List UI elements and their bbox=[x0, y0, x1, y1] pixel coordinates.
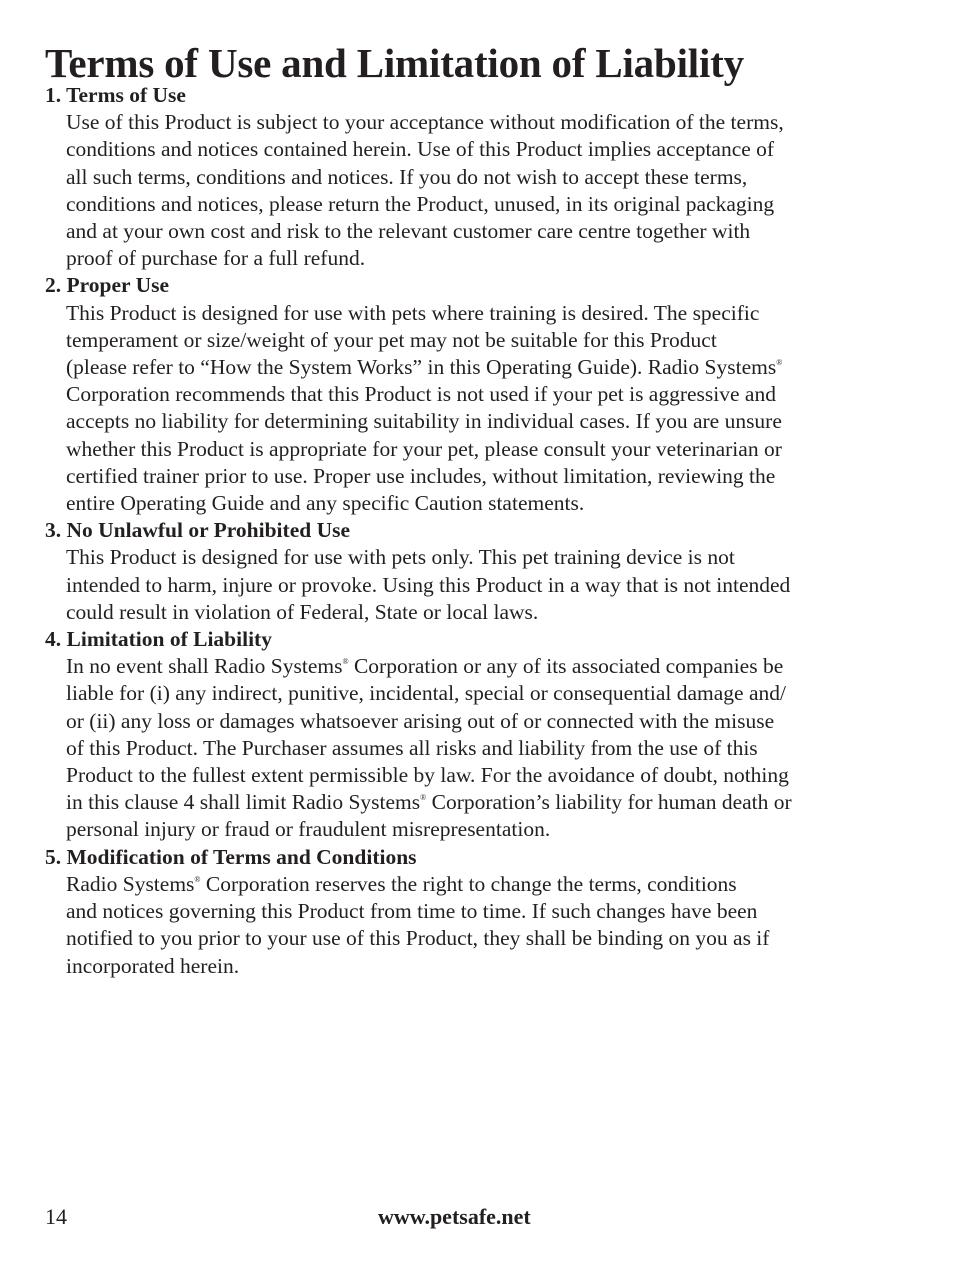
body-line bbox=[66, 653, 915, 680]
section-heading: 5. Modification of Terms and Conditions bbox=[45, 844, 417, 869]
body-line bbox=[66, 354, 915, 381]
section-body bbox=[45, 871, 915, 980]
section-heading: 2. Proper Use bbox=[45, 273, 170, 298]
section-modification-of-terms bbox=[45, 844, 915, 980]
section-heading: 3. No Unlawful or Prohibited Use bbox=[45, 518, 350, 543]
body-line: temperament or size/weight of your pet may not be suitable for this Product bbox=[66, 327, 717, 352]
body-line-text: Radio Systems bbox=[66, 871, 195, 896]
body-line: and at your own cost and risk to the relevant customer care centre together with bbox=[66, 219, 751, 244]
body-line: notified to you prior to your use of this Product, they shall be binding on you as if bbox=[66, 926, 770, 951]
body-line-text: in this clause 4 shall limit Radio Systems bbox=[66, 790, 421, 815]
body-line: personal injury or fraud or fraudulent misrepresentation. bbox=[66, 817, 551, 842]
section-terms-of-use bbox=[45, 82, 915, 272]
section-no-unlawful-use bbox=[45, 517, 915, 626]
body-line-text: Corporation or any of its associated companies be bbox=[348, 654, 784, 679]
body-line: could result in violation of Federal, State or local laws. bbox=[66, 599, 539, 624]
registered-mark: ® bbox=[776, 358, 783, 368]
page-number: 14 bbox=[45, 1204, 67, 1229]
body-line bbox=[66, 789, 915, 816]
section-heading: 4. Limitation of Liability bbox=[45, 627, 272, 652]
section-body bbox=[45, 544, 915, 626]
body-line: entire Operating Guide and any specific Caution statements. bbox=[66, 491, 585, 516]
body-line: incorporated herein. bbox=[66, 953, 240, 978]
registered-mark: ® bbox=[342, 657, 349, 667]
body-line: conditions and notices, please return the Product, unused, in its original packaging bbox=[66, 191, 775, 216]
body-line: This Product is designed for use with pets only. This pet training device is not bbox=[66, 545, 735, 570]
body-line: certified trainer prior to use. Proper use includes, without limitation, reviewing the bbox=[66, 463, 776, 488]
body-line: or (ii) any loss or damages whatsoever arising out of or connected with the misuse bbox=[66, 708, 775, 733]
body-line: Corporation recommends that this Product is not used if your pet is aggressive and bbox=[66, 382, 776, 407]
body-line: This Product is designed for use with pets where training is desired. The specific bbox=[66, 300, 760, 325]
body-line: Product to the fullest extent permissible by law. For the avoidance of doubt, nothing bbox=[66, 763, 789, 788]
body-line: proof of purchase for a full refund. bbox=[66, 246, 366, 271]
section-body bbox=[45, 653, 915, 843]
body-line: Use of this Product is subject to your acceptance without modification of the terms, bbox=[66, 110, 784, 135]
body-line: accepts no liability for determining suitability in individual cases. If you are unsure bbox=[66, 409, 782, 434]
body-line-text: (please refer to “How the System Works” in this Operating Guide). Radio Systems bbox=[66, 355, 777, 380]
section-limitation-of-liability bbox=[45, 626, 915, 844]
body-line: conditions and notices contained herein. Use of this Product implies acceptance of bbox=[66, 137, 775, 162]
section-body bbox=[45, 300, 915, 518]
section-heading: 1. Terms of Use bbox=[45, 83, 186, 107]
body-line: liable for (i) any indirect, punitive, incidental, special or consequential damage and/ bbox=[66, 681, 786, 706]
body-line: all such terms, conditions and notices. If you do not wish to accept these terms, bbox=[66, 164, 748, 189]
section-proper-use bbox=[45, 272, 915, 517]
body-line-text: In no event shall Radio Systems bbox=[66, 654, 343, 679]
body-line: whether this Product is appropriate for your pet, please consult your veterinarian or bbox=[66, 436, 782, 461]
terms-sections bbox=[45, 82, 915, 980]
body-line-text: Corporation reserves the right to change the terms, conditions bbox=[200, 871, 737, 896]
body-line: and notices governing this Product from time to time. If such changes have been bbox=[66, 899, 758, 924]
registered-mark: ® bbox=[420, 793, 427, 803]
registered-mark: ® bbox=[194, 874, 201, 884]
section-body bbox=[45, 109, 915, 272]
page-title: Terms of Use and Limitation of Liability bbox=[45, 40, 744, 86]
body-line-text: Corporation’s liability for human death or bbox=[426, 790, 792, 815]
website-url[interactable]: www.petsafe.net bbox=[378, 1204, 531, 1229]
body-line: intended to harm, injure or provoke. Using this Product in a way that is not intended bbox=[66, 572, 791, 597]
body-line: of this Product. The Purchaser assumes all risks and liability from the use of this bbox=[66, 735, 758, 760]
body-line bbox=[66, 871, 915, 898]
